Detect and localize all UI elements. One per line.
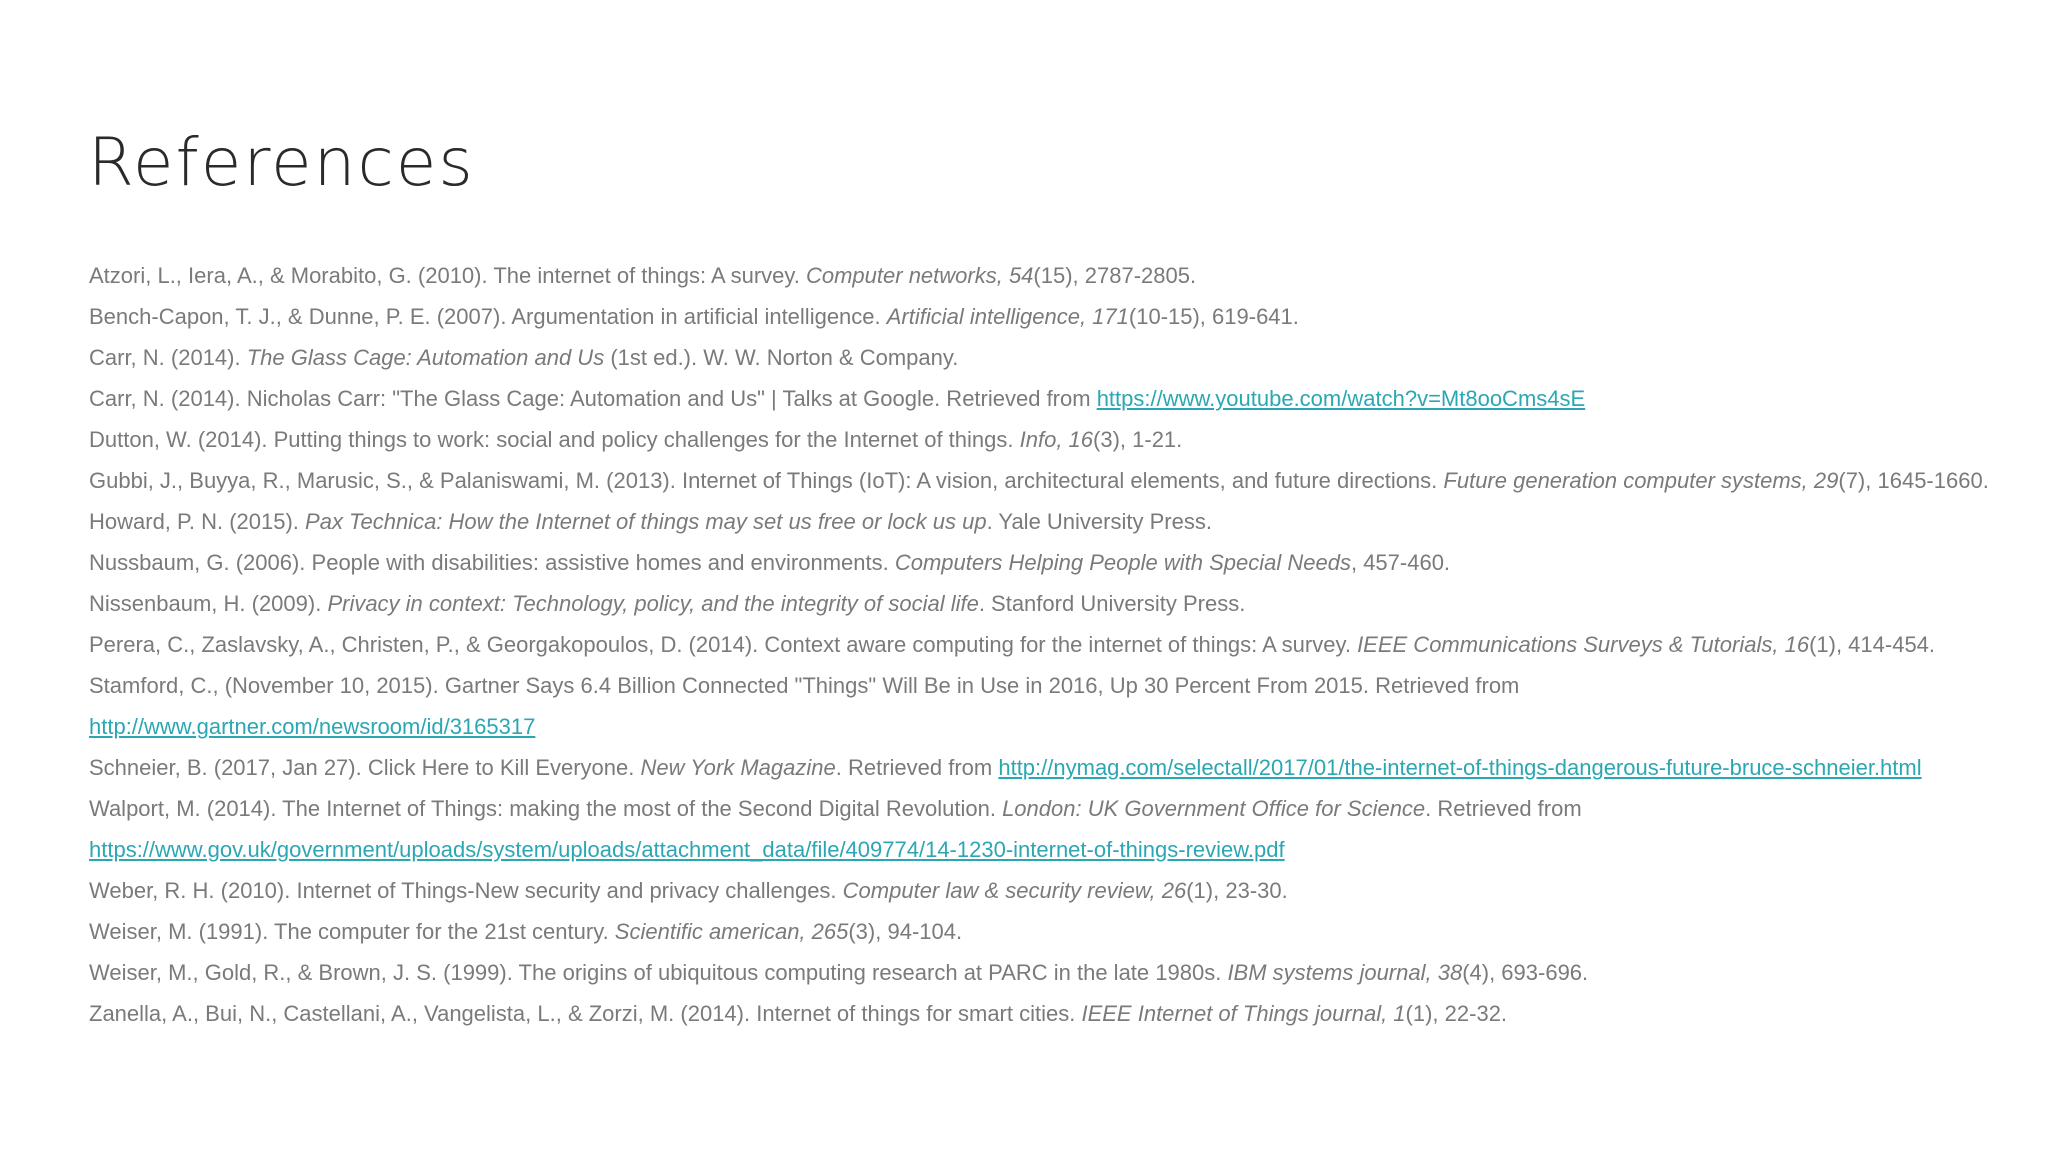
ref-detail: (10-15), 619-641. [1128, 304, 1299, 329]
reference-item [89, 385, 2009, 426]
ref-detail: (3), 94-104. [848, 919, 963, 944]
ref-source: Pax Technica: How the Internet of things may set us free or lock us up [305, 509, 987, 534]
ref-detail: . Stanford University Press. [978, 591, 1246, 616]
reference-item [89, 672, 2009, 713]
ref-source: New York Magazine [640, 755, 836, 780]
reference-item-continued [89, 713, 2009, 754]
ref-detail: , 457-460. [1350, 550, 1451, 575]
reference-item [89, 590, 2009, 631]
reference-item-continued [89, 836, 2009, 877]
ref-detail: . Retrieved from [1425, 796, 1582, 821]
reference-item [89, 549, 2009, 590]
ref-detail: (15), 2787-2805. [1033, 263, 1197, 288]
ref-source: Info, 16 [1019, 427, 1094, 452]
ref-source: London: UK Government Office for Science [1002, 796, 1426, 821]
ref-link[interactable]: https://www.gov.uk/government/uploads/system/uploads/attachment_data/file/409774/14-1230-internet-of-things-review.pdf [89, 837, 1285, 862]
ref-text: Atzori, L., Iera, A., & Morabito, G. (2010). The internet of things: A survey. [89, 263, 806, 288]
ref-source: Privacy in context: Technology, policy, and the integrity of social life [327, 591, 979, 616]
ref-source: Computer networks, 54 [805, 263, 1034, 288]
ref-detail: (1), 22-32. [1405, 1001, 1508, 1026]
reference-item [89, 1000, 2009, 1041]
ref-text: Weiser, M., Gold, R., & Brown, J. S. (1999). The origins of ubiquitous computing research at PARC in the late 1980s. [89, 960, 1228, 985]
ref-link[interactable]: http://www.gartner.com/newsroom/id/3165317 [89, 714, 536, 739]
reference-item [89, 918, 2009, 959]
ref-detail: (7), 1645-1660. [1838, 468, 1989, 493]
reference-item [89, 344, 2009, 385]
ref-source: Computers Helping People with Special Needs [894, 550, 1351, 575]
reference-list [89, 262, 2009, 1041]
reference-item [89, 959, 2009, 1000]
ref-text: Weiser, M. (1991). The computer for the 21st century. [89, 919, 615, 944]
reference-item [89, 262, 2009, 303]
reference-item [89, 467, 2009, 508]
ref-detail: (4), 693-696. [1462, 960, 1589, 985]
ref-text: Walport, M. (2014). The Internet of Things: making the most of the Second Digital Revolution. [89, 796, 1003, 821]
ref-detail: . Yale University Press. [986, 509, 1212, 534]
reference-item [89, 877, 2009, 918]
ref-detail: (1), 414-454. [1809, 632, 1936, 657]
ref-source: Artificial intelligence, 171 [886, 304, 1129, 329]
ref-detail: (1), 23-30. [1186, 878, 1288, 903]
ref-text: Perera, C., Zaslavsky, A., Christen, P., & Georgakopoulos, D. (2014). Context aware computing for the internet of things: A survey. [89, 632, 1358, 657]
page-title: References [88, 124, 475, 201]
ref-source: Scientific american, 265 [614, 919, 849, 944]
reference-item [89, 631, 2009, 672]
ref-source: The Glass Cage: Automation and Us [246, 345, 605, 370]
ref-source: Future generation computer systems, 29 [1443, 468, 1839, 493]
ref-source: IBM systems journal, 38 [1227, 960, 1463, 985]
reference-item [89, 754, 2009, 795]
ref-text: Schneier, B. (2017, Jan 27). Click Here to Kill Everyone. [89, 755, 641, 780]
ref-detail: . Retrieved from [835, 755, 999, 780]
ref-text: Zanella, A., Bui, N., Castellani, A., Vangelista, L., & Zorzi, M. (2014). Internet of things for smart cities. [89, 1001, 1082, 1026]
ref-text: Carr, N. (2014). [89, 345, 247, 370]
reference-item [89, 303, 2009, 344]
ref-text: Nussbaum, G. (2006). People with disabilities: assistive homes and environments. [89, 550, 895, 575]
ref-detail: (1st ed.). W. W. Norton & Company. [604, 345, 959, 370]
reference-item [89, 795, 2009, 836]
ref-detail: (3), 1-21. [1093, 427, 1183, 452]
ref-text: Nissenbaum, H. (2009). [89, 591, 328, 616]
ref-text: Carr, N. (2014). Nicholas Carr: "The Glass Cage: Automation and Us" | Talks at Google. Retrieved from [89, 386, 1097, 411]
ref-link[interactable]: http://nymag.com/selectall/2017/01/the-internet-of-things-dangerous-future-bruce-schneier.html [998, 755, 1922, 780]
ref-text: Dutton, W. (2014). Putting things to work: social and policy challenges for the Internet of things. [89, 427, 1020, 452]
ref-source: IEEE Communications Surveys & Tutorials, 16 [1357, 632, 1810, 657]
ref-text: Weber, R. H. (2010). Internet of Things-New security and privacy challenges. [89, 878, 843, 903]
ref-link[interactable]: https://www.youtube.com/watch?v=Mt8ooCms4sE [1096, 386, 1586, 411]
ref-text: Howard, P. N. (2015). [89, 509, 306, 534]
ref-source: Computer law & security review, 26 [842, 878, 1187, 903]
ref-source: IEEE Internet of Things journal, 1 [1081, 1001, 1406, 1026]
ref-text: Gubbi, J., Buyya, R., Marusic, S., & Palaniswami, M. (2013). Internet of Things (IoT): A vision, architectural elements, and future directions. [89, 468, 1444, 493]
ref-text: Bench-Capon, T. J., & Dunne, P. E. (2007). Argumentation in artificial intelligence. [89, 304, 887, 329]
reference-item [89, 508, 2009, 549]
ref-text: Stamford, C., (November 10, 2015). Gartner Says 6.4 Billion Connected "Things" Will Be in Use in 2016, Up 30 Percent From 2015. Retrieved from [89, 673, 1520, 698]
reference-item [89, 426, 2009, 467]
